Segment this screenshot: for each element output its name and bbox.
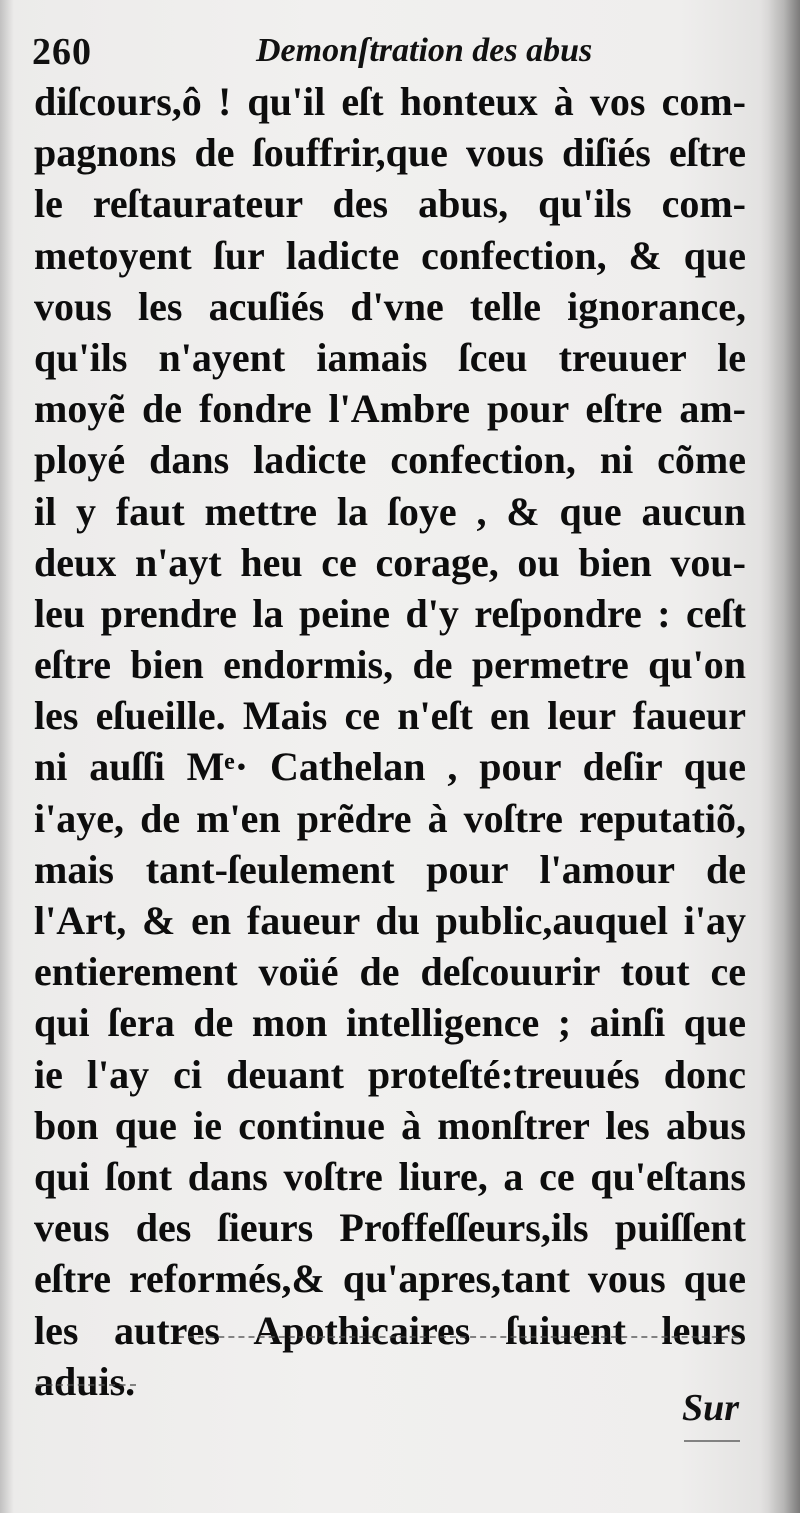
text-line: le reſtaurateur des abus, qu'ils com-: [34, 181, 746, 227]
text-line: moyẽ de fondre l'Ambre pour eſtre am-: [34, 386, 746, 432]
text-line: ni auſſi Mᵉ· Cathelan , pour deſir que: [34, 744, 746, 790]
text-line: il y faut mettre la ſoye , & que aucun: [34, 488, 746, 534]
text-line: aduis.: [34, 1358, 136, 1404]
text-line: ie l'ay ci deuant proteſté:treuués donc: [34, 1051, 746, 1097]
dashed-rule: [36, 1384, 136, 1386]
text-line: eſtre reformés,& qu'apres,tant vous que: [34, 1256, 746, 1302]
text-line: les autres Apothicaires ſuiuent leurs: [34, 1307, 746, 1353]
text-line: qui ſont dans voſtre liure, a ce qu'eſtans: [34, 1153, 746, 1199]
page-number: 260: [32, 31, 92, 73]
catchword-underline: [684, 1440, 740, 1442]
text-line: qu'ils n'ayent iamais ſceu treuuer le: [34, 334, 746, 380]
text-line: mais tant-ſeulement pour l'amour de: [34, 846, 746, 892]
text-line: qui ſera de mon intelligence ; ainſi que: [34, 1000, 746, 1046]
text-line: l'Art, & en faueur du public,auquel i'ay: [34, 898, 746, 943]
text-line: eſtre bien endormis, de permetre qu'on: [34, 642, 746, 688]
text-line: ployé dans ladicte confection, ni cõme: [34, 437, 746, 483]
catchword: Sur: [682, 1387, 740, 1429]
page-gutter-shadow: [760, 0, 800, 1513]
text-line: veus des ſieurs Proffeſſeurs,ils puiſſent: [34, 1205, 746, 1251]
text-line: vous les acuſiés d'vne telle ignorance,: [34, 283, 746, 329]
text-line: les eſueille. Mais ce n'eſt en leur faueur: [34, 693, 746, 739]
page-left-edge-shadow: [0, 0, 14, 1513]
body-text: [34, 76, 746, 1407]
text-line: entierement voüé de deſcouurir tout ce: [34, 949, 746, 995]
text-line: deux n'ayt heu ce corage, ou bien vou-: [34, 539, 746, 585]
text-line: diſcours,ô ! qu'il eſt honteux à vos com-: [34, 79, 746, 124]
text-line: metoyent ſur ladicte confection, & que: [34, 232, 746, 278]
dashed-rule: [178, 1336, 738, 1338]
running-title: Demonſtration des abus: [256, 32, 593, 69]
text-line: leu prendre la peine d'y reſpondre : ceſt: [34, 590, 746, 636]
text-line: bon que ie continue à monſtrer les abus: [34, 1102, 746, 1148]
text-line: i'aye, de m'en prẽdre à voſtre reputatiõ,: [34, 795, 746, 841]
text-line: pagnons de ſouffrir,que vous diſiés eſtre: [34, 130, 746, 176]
